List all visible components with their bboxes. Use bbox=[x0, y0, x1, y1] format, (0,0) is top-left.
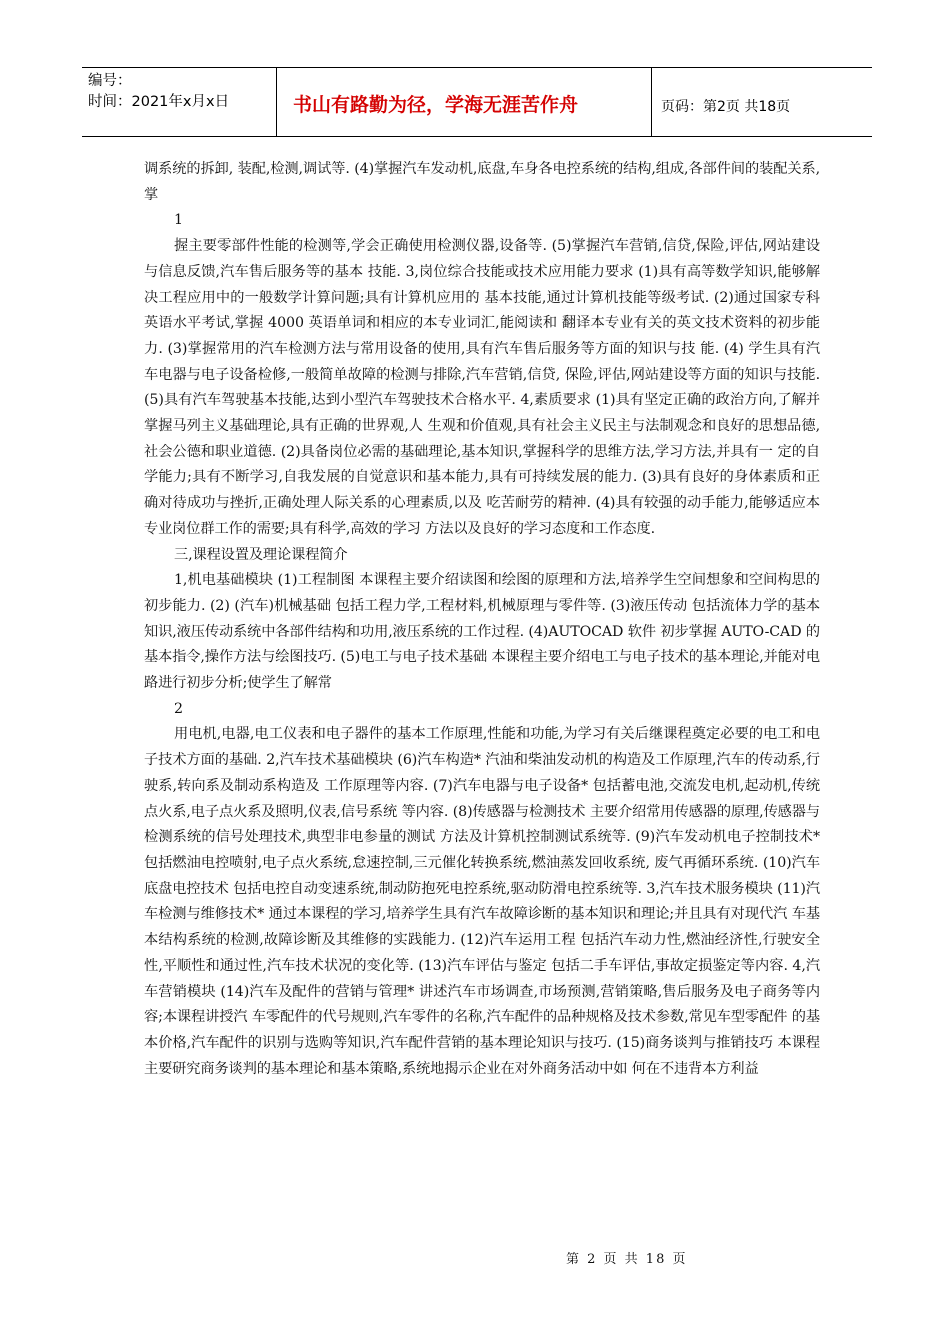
inline-page-number: 2 bbox=[174, 700, 183, 717]
body-paragraph: 1,机电基础模块 (1)工程制图 本课程主要介绍读图和绘图的原理和方法,培养学生空间想象和空间构思的初步能力. (2) (汽车)机械基础 包括工程力学,工程材料,机械原理与零件等. (3)液压传动 包括流体力学的基本知识,液压传动系统中各部件结构和功用,液压系统的工作过程. (4)AUTOCAD 软件 初步掌握 AUTO-CAD 的基本指令,操作方法与绘图技巧. (5)电工与电子技术基础 本课程主要介绍电工与电子技术的基本理论,并能对电路进行初步分析;使学生了解常 bbox=[144, 572, 820, 692]
page-header bbox=[82, 67, 872, 137]
header-meta bbox=[88, 71, 268, 113]
serial-number-label: 编号： bbox=[88, 73, 132, 89]
header-motto: 书山有路勤为径，学海无涯苦作舟 bbox=[293, 94, 579, 116]
inline-page-number: 1 bbox=[174, 212, 183, 229]
header-divider bbox=[651, 68, 652, 137]
body-paragraph: 用电机,电器,电工仪表和电子器件的基本工作原理,性能和功能,为学习有关后继课程奠定必要的电工和电子技术方面的基础. 2,汽车技术基础模块 (6)汽车构造* 汽油和柴油发动机的构造及工作原理,汽车的传动系,行驶系,转向系及制动系构造及 工作原理等内容. (7)汽车电器与电子设备* 包括蓄电池,交流发电机,起动机,传统点火系,电子点火系及照明,仪表,信号系统 等内容. (8)传感器与检测技术 主要介绍常用传感器的原理,传感器与检测系统的信号处理技术,典型非电参量的测试 方法及计算机控制测试系统等. (9)汽车发动机电子控制技术* 包括燃油电控喷射,电子点火系统,怠速控制,三元催化转换系统,燃油蒸发回收系统, 废气再循环系统. (10)汽车底盘电控技术 包括电控自动变速系统,制动防抱死电控系统,驱动防滑电控系统等. 3,汽车技术服务模块 (11)汽车检测与维修技术* 通过本课程的学习,培养学生具有汽车故障诊断的基本知识和理论;并且具有对现代汽 车基本结构系统的检测,故障诊断及其维修的实践能力. (12)汽车运用工程 包括汽车动力性,燃油经济性,行驶安全性,平顺性和通过性,汽车技术状况的变化等. (13)汽车评估与鉴定 包括二手车评估,事故定损鉴定等内容. 4,汽车营销模块 (14)汽车及配件的营销与管理* 讲述汽车市场调查,市场预测,营销策略,售后服务及电子商务等内容;本课程讲授汽 车零配件的代号规则,汽车零件的名称,汽车配件的品种规格及技术参数,常见车型零配件 的基本价格,汽车配件的识别与选购等知识,汽车配件营销的基本理论知识与技巧. (15)商务谈判与推销技巧 本课程主要研究商务谈判的基本理论和基本策略,系统地揭示企业在对外商务活动中如 何在不违背本方利益 bbox=[144, 726, 820, 1077]
header-divider bbox=[276, 68, 277, 137]
body-paragraph: 调系统的拆卸, 装配,检测,调试等. (4)掌握汽车发动机,底盘,车身各电控系统的结构,组成,各部件间的装配关系,掌 bbox=[144, 161, 820, 203]
document-body bbox=[144, 157, 820, 1082]
body-paragraph: 握主要零部件性能的检测等,学会正确使用检测仪器,设备等. (5)掌握汽车营销,信贷,保险,评估,网站建设与信息反馈,汽车售后服务等的基本 技能. 3,岗位综合技能或技术应用能力要求 (1)具有高等数学知识,能够解决工程应用中的一般数学计算问题;具有计算机应用的 基本技能,通过计算机技能等级考试. (2)通过国家专科英语水平考试,掌握 4000 英语单词和相应的本专业词汇,能阅读和 翻译本专业有关的英文技术资料的初步能力. (3)掌握常用的汽车检测方法与常用设备的使用,具有汽车售后服务等方面的知识与技 能. (4) 学生具有汽车电器与电子设备检修,一般简单故障的检测与排除,汽车营销,信贷, 保险,评估,网站建设等方面的知识与技能. (5)具有汽车驾驶基本技能,达到小型汽车驾驶技术合格水平. 4,素质要求 (1)具有坚定正确的政治方向,了解并掌握马列主义基础理论,具有正确的世界观,人 生观和价值观,具有社会主义民主与法制观念和良好的思想品德,社会公德和职业道德. (2)具备岗位必需的基础理论,基本知识,掌握科学的思维方法,学习方法,并具有一 定的自学能力;具有不断学习,自我发展的自觉意识和基本能力,具有可持续发展的能力. (3)具有良好的身体素质和正确对待成功与挫折,正确处理人际关系的心理素质,以及 吃苦耐劳的精神. (4)具有较强的动手能力,能够适应本专业岗位群工作的需要;具有科学,高效的学习 方法以及良好的学习态度和工作态度. bbox=[144, 238, 820, 537]
header-page-info: 页码：第2页 共18页 bbox=[661, 99, 791, 115]
date-label: 时间：2021年x月x日 bbox=[88, 94, 230, 110]
page-footer: 第 2 页 共 18 页 bbox=[566, 1252, 688, 1267]
body-paragraph: 三,课程设置及理论课程简介 bbox=[174, 546, 348, 563]
